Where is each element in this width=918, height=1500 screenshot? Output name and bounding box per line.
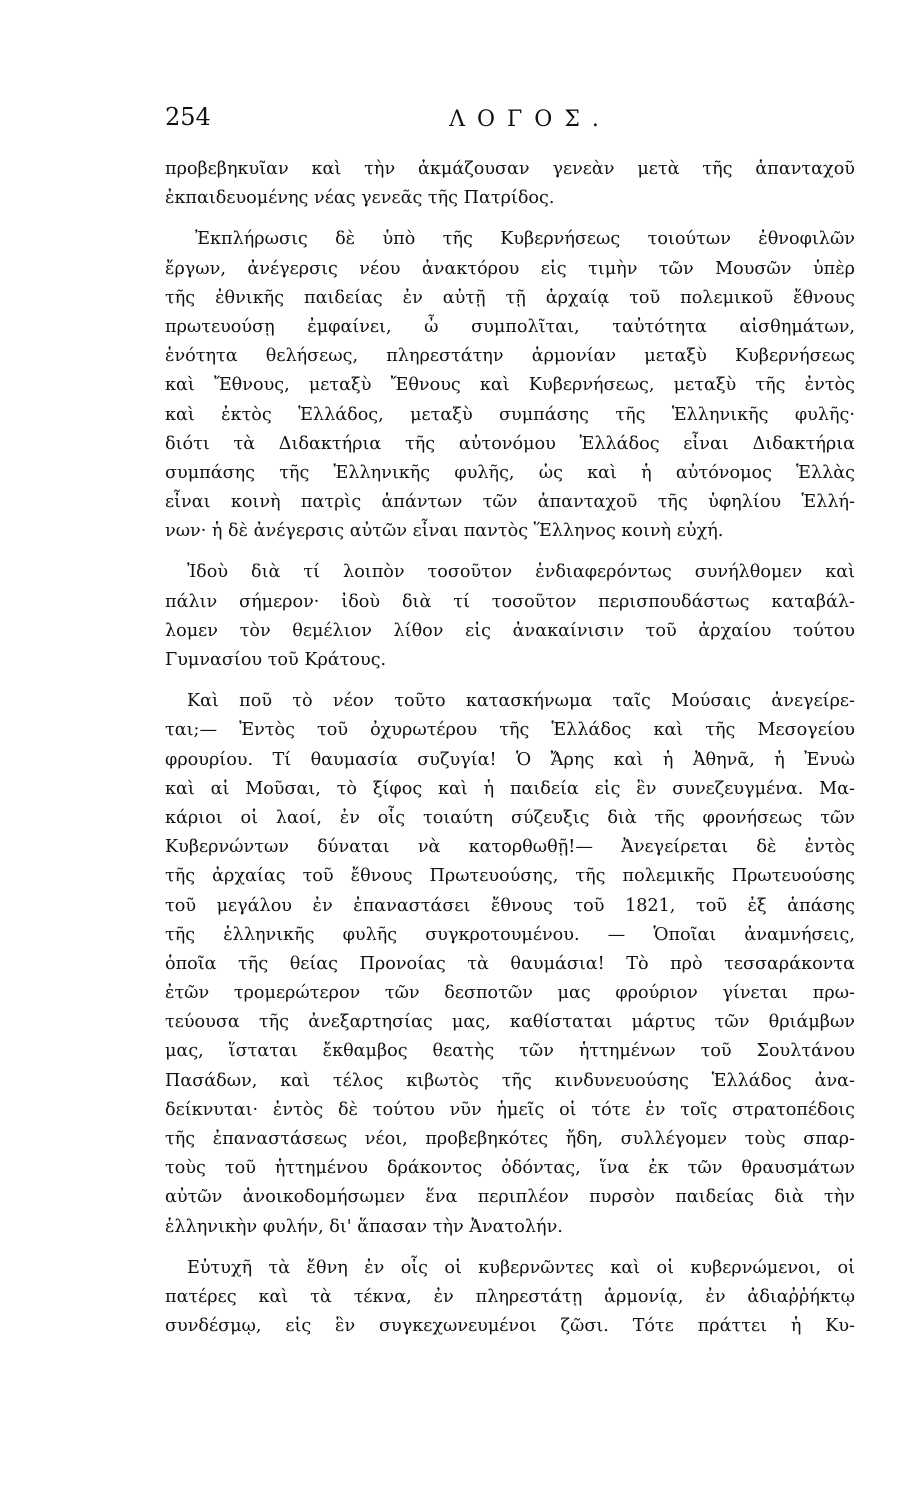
text-line: τῆς ἑλληνικῆς φυλῆς συγκροτουμένου. — Ὁποῖαι ἀναμνήσεις, (165, 924, 855, 945)
text-line: Ἰδοὺ διὰ τί λοιπὸν τοσοῦτον ἐνδιαφερόντως συνήλθομεν καὶ (187, 562, 855, 583)
paragraph (165, 155, 855, 213)
text-line: συνδέσμῳ, εἰς ἓν συγκεχωνευμένοι ζῶσι. Τότε πράττει ἡ Κυ- (165, 1316, 855, 1337)
text-line: δείκνυται· ἐντὸς δὲ τούτου νῦν ἡμεῖς οἱ τότε ἐν τοῖς στρατοπέδοις (165, 1099, 855, 1120)
text-line: ὁποῖα τῆς θείας Προνοίας τὰ θαυμάσια! Τὸ πρὸ τεσσαράκοντα (165, 953, 855, 974)
text-line: ἐκπαιδευομένης νέας γενεᾶς τῆς Πατρίδος. (165, 188, 555, 209)
text-line: αὐτῶν ἀνοικοδομήσωμεν ἕνα περιπλέον πυρσὸν παιδείας διὰ τὴν (165, 1187, 855, 1208)
text-line: συμπάσης τῆς Ἑλληνικῆς φυλῆς, ὡς καὶ ἡ αὐτόνομος Ἑλλὰς (165, 462, 855, 483)
text-line: προβεβηκυῖαν καὶ τὴν ἀκμάζουσαν γενεὰν μετὰ τῆς ἁπανταχοῦ (165, 159, 855, 179)
text-line: Κυβερνώντων δύναται νὰ κατορθωθῇ!— Ἀνεγείρεται δὲ ἐντὸς (165, 837, 855, 858)
text-line: Γυμνασίου τοῦ Κράτους. (165, 650, 387, 670)
text-line: πατέρες καὶ τὰ τέκνα, ἐν πληρεστάτῃ ἁρμονίᾳ, ἐν ἀδιαῤῥήκτῳ (165, 1286, 855, 1307)
text-line: Πασάδων, καὶ τέλος κιβωτὸς τῆς κινδυνευούσης Ἑλλάδος ἀνα- (165, 1070, 855, 1091)
page-header (165, 95, 855, 135)
text-line: μας, ἵσταται ἔκθαμβος θεατὴς τῶν ἡττημένων τοῦ Σουλτάνου (165, 1041, 855, 1062)
text-line: τῆς ἐθνικῆς παιδείας ἐν αὐτῇ τῇ ἀρχαίᾳ τοῦ πολεμικοῦ ἔθνους (165, 287, 855, 308)
text-line: τῆς ἀρχαίας τοῦ ἔθνους Πρωτευούσης, τῆς πολεμικῆς Πρωτευούσης (165, 866, 855, 887)
paragraph (165, 558, 855, 675)
text-line: καὶ Ἔθνους, μεταξὺ Ἔθνους καὶ Κυβερνήσεως, μεταξὺ τῆς ἐντὸς (165, 375, 855, 396)
text-line: κάριοι οἱ λαοί, ἐν οἷς τοιαύτη σύζευξις διὰ τῆς φρονήσεως τῶν (165, 807, 855, 828)
text-line: λομεν τὸν θεμέλιον λίθον εἰς ἀνακαίνισιν τοῦ ἀρχαίου τούτου (165, 620, 855, 641)
running-title: ΛΟΓΟΣ. (449, 107, 611, 132)
text-line: τοῦ μεγάλου ἐν ἐπαναστάσει ἔθνους τοῦ 1821, τοῦ ἐξ ἁπάσης (165, 895, 855, 916)
text-line: Καὶ ποῦ τὸ νέον τοῦτο κατασκήνωμα ταῖς Μούσαις ἀνεγείρε- (187, 691, 855, 712)
text-line: νων· ἡ δὲ ἀνέγερσις αὐτῶν εἶναι παντὸς Ἕλληνος κοινὴ εὐχή. (165, 521, 724, 542)
text-line: φρουρίου. Τί θαυμασία συζυγία! Ὁ Ἄρης καὶ ἡ Ἀθηνᾶ, ἡ Ἐνυὼ (165, 749, 855, 770)
text-line: τῆς ἐπαναστάσεως νέοι, προβεβηκότες ἤδη, συλλέγομεν τοὺς σπαρ- (165, 1129, 855, 1149)
body-text (165, 155, 855, 1353)
paragraph (165, 1254, 855, 1342)
text-line: ἑλληνικὴν φυλήν, δι' ἅπασαν τὴν Ἀνατολήν. (165, 1216, 563, 1237)
text-line: ται;— Ἐντὸς τοῦ ὀχυρωτέρου τῆς Ἑλλάδος καὶ τῆς Μεσογείου (165, 720, 855, 741)
text-line: καὶ ἐκτὸς Ἑλλάδος, μεταξὺ συμπάσης τῆς Ἑλληνικῆς φυλῆς· (165, 404, 855, 425)
text-line: τεύουσα τῆς ἀνεξαρτησίας μας, καθίσταται μάρτυς τῶν θριάμβων (165, 1012, 855, 1033)
paragraph (165, 687, 855, 1242)
text-line: εἶναι κοινὴ πατρὶς ἁπάντων τῶν ἁπανταχοῦ τῆς ὑφηλίου Ἑλλή- (165, 492, 855, 513)
text-line: ἐτῶν τρομερώτερον τῶν δεσποτῶν μας φρούριον γίνεται πρω- (165, 983, 855, 1004)
text-line: καὶ αἱ Μοῦσαι, τὸ ξίφος καὶ ἡ παιδεία εἰς ἓν συνεζευγμένα. Μα- (165, 778, 855, 799)
text-line: πρωτευούσῃ ἐμφαίνει, ὦ συμπολῖται, ταὐτότητα αἰσθημάτων, (165, 316, 855, 337)
text-line: τοὺς τοῦ ἡττημένου δράκοντος ὀδόντας, ἵνα ἐκ τῶν θραυσμάτων (165, 1158, 855, 1179)
text-line: ἑνότητα θελήσεως, πληρεστάτην ἁρμονίαν μεταξὺ Κυβερνήσεως (165, 346, 855, 367)
text-line: Ἐκπλήρωσις δὲ ὑπὸ τῆς Κυβερνήσεως τοιούτων ἐθνοφιλῶν (195, 229, 855, 250)
paragraph (165, 225, 855, 546)
text-line: πάλιν σήμερον· ἰδοὺ διὰ τί τοσοῦτον περισπουδάστως καταβάλ- (165, 591, 855, 612)
text-line: διότι τὰ Διδακτήρια τῆς αὐτονόμου Ἑλλάδος εἶναι Διδακτήρια (165, 433, 855, 454)
text-line: Εὐτυχῆ τὰ ἔθνη ἐν οἷς οἱ κυβερνῶντες καὶ οἱ κυβερνώμενοι, οἱ (187, 1257, 855, 1278)
page-number: 254 (165, 103, 211, 131)
text-line: ἔργων, ἀνέγερσις νέου ἀνακτόρου εἰς τιμὴν τῶν Μουσῶν ὑπὲρ (165, 258, 855, 279)
